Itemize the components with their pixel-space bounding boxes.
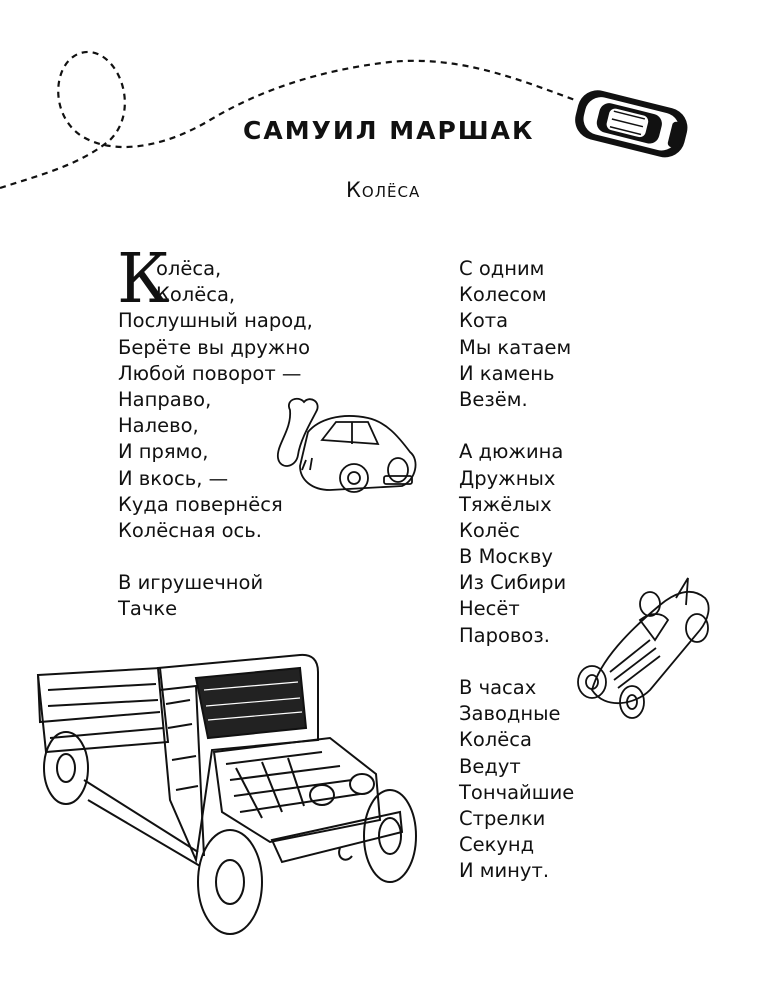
poem-line: Колёс	[459, 518, 520, 542]
poem-line: И минут.	[459, 859, 550, 883]
poem-title: Колёса	[346, 178, 421, 202]
poem-line: Берёте вы дружно	[118, 335, 311, 359]
poem-line: Колёса,	[156, 283, 236, 307]
poem-line: В Москву	[459, 545, 553, 569]
poem-line: И прямо,	[118, 440, 209, 464]
poem-line: Колёса	[459, 728, 532, 752]
toy-race-car-icon	[578, 578, 709, 718]
author-name: САМУИЛ МАРШАК	[243, 116, 535, 145]
poem-line: С одним	[459, 257, 545, 280]
poem-line: Налево,	[118, 414, 199, 438]
poem-line: Тончайшие	[459, 780, 575, 804]
poem-line: Везём.	[459, 387, 528, 411]
poem-column-right	[459, 256, 574, 885]
poem-column-left	[118, 256, 313, 623]
poem-line: Дружных	[459, 466, 556, 490]
poem-line: Из Сибири	[459, 571, 567, 595]
poem-line: Стрелки	[459, 806, 546, 830]
poem-line: Тачке	[118, 597, 178, 621]
poem-line: олёса,	[156, 257, 222, 280]
stanza-break	[459, 413, 574, 439]
poem-line: Мы катаем	[459, 335, 572, 359]
poem-line: Колесом	[459, 283, 547, 307]
poem-line: Несёт	[459, 597, 520, 621]
poem-line: В игрушечной	[118, 571, 264, 595]
stanza-break	[459, 649, 574, 675]
poem-line: Ведут	[459, 754, 521, 778]
poem-line: В часах	[459, 676, 537, 699]
poem-line: Направо,	[118, 387, 212, 411]
poem-line: Заводные	[459, 702, 561, 726]
poem-line: Паровоз.	[459, 623, 550, 647]
poem-line: Любой поворот —	[118, 361, 302, 385]
poem-line: И вкось, —	[118, 466, 229, 490]
top-view-car-icon	[571, 86, 692, 162]
poem-line: Колёсная ось.	[118, 518, 262, 542]
poem-line: Послушный народ,	[118, 309, 313, 333]
wooden-toy-truck-icon	[38, 655, 416, 934]
poem-line: Тяжёлых	[459, 492, 552, 516]
poem-line: Кота	[459, 309, 509, 333]
poem-line: И камень	[459, 361, 555, 385]
drop-cap-letter: К	[117, 240, 170, 319]
poem-line: Секунд	[459, 833, 535, 857]
poem-line: А дюжина	[459, 440, 564, 464]
stanza-break	[118, 544, 313, 570]
poem-line: Куда повернёся	[118, 492, 283, 516]
